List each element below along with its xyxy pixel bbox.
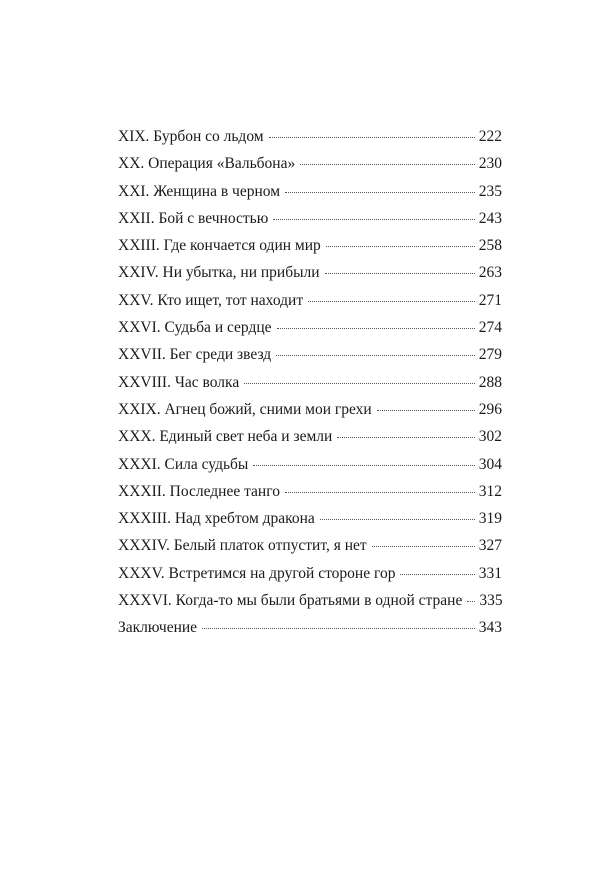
toc-entry [118,614,502,641]
toc-entry-page: 288 [478,373,502,391]
dot-leader [377,409,475,411]
toc-entry [118,287,502,314]
toc-entry-page: 335 [479,592,503,610]
dot-leader [372,545,475,547]
toc-entry-title: XXIX. Агнец божий, сними мои грехи [118,400,372,418]
toc-entry-title: XXVIII. Час волка [118,373,240,391]
toc-entry-title: XXVII. Бег среди звезд [118,346,272,364]
toc-entry-page: 343 [478,619,502,637]
toc-entry [118,259,502,286]
toc-entry [118,123,502,150]
toc-entry-page: 296 [478,400,502,418]
toc-entry [118,314,502,341]
dot-leader [467,600,475,602]
toc-entry-title: XXXV. Встретимся на другой стороне гор [118,564,396,582]
dot-leader [269,136,475,138]
toc-entry-page: 222 [478,128,502,145]
toc-entry-page: 319 [478,510,502,528]
toc-entry-page: 279 [478,346,502,364]
toc-entry-title: XXX. Единый свет неба и земли [118,428,333,446]
toc-entry-title: XXXVI. Когда-то мы были братьями в одной стране [118,592,463,610]
toc-entry [118,532,502,559]
toc-entry-page: 271 [478,291,502,309]
dot-leader [285,191,475,193]
dot-leader [400,573,474,575]
toc-entry-page: 263 [478,264,502,282]
toc-entry-title: XXXIII. Над хребтом дракона [118,510,315,528]
toc-entry [118,451,502,478]
dot-leader [285,491,475,493]
toc-entry-title: XXIII. Где кончается один мир [118,237,321,255]
toc-entry-page: 331 [478,564,502,582]
dot-leader [276,354,475,356]
toc-entry [118,478,502,505]
dot-leader [277,327,475,329]
dot-leader [320,518,475,520]
dot-leader [273,218,474,220]
toc-entry [118,369,502,396]
toc-entry-title: XXIV. Ни убытка, ни прибыли [118,264,320,282]
toc-entry-title: XXXIV. Белый платок отпустит, я нет [118,537,367,555]
toc-entry-title: XXXI. Сила судьбы [118,455,249,473]
toc-entry [118,178,502,205]
dot-leader [253,464,474,466]
toc-entry-page: 235 [478,182,502,200]
toc-entry-title: XXV. Кто ищет, тот находит [118,291,304,309]
toc-entry [118,341,502,368]
toc-entry-title: XIX. Бурбон со льдом [118,128,264,145]
toc-entry [118,505,502,532]
dot-leader [325,272,475,274]
toc-entry-page: 304 [478,455,502,473]
dot-leader [300,163,475,165]
toc-entry-page: 327 [478,537,502,555]
toc-entry-title: XXXII. Последнее танго [118,482,280,500]
dot-leader [202,627,475,629]
table-of-contents [118,123,502,642]
toc-entry [118,205,502,232]
toc-entry-title: XXVI. Судьба и сердце [118,319,272,337]
toc-entry-title: XXII. Бой с вечностью [118,209,269,227]
dot-leader [244,382,475,384]
toc-entry [118,560,502,587]
toc-entry [118,150,502,177]
toc-entry [118,423,502,450]
toc-entry-title: Заключение [118,619,198,637]
toc-entry-page: 312 [478,482,502,500]
toc-entry-page: 243 [478,209,502,227]
toc-entry [118,396,502,423]
dot-leader [326,245,475,247]
toc-entry-title: XX. Операция «Вальбона» [118,155,296,173]
dot-leader [308,300,475,302]
toc-entry-page: 302 [478,428,502,446]
toc-entry-page: 230 [478,155,502,173]
dot-leader [337,436,474,438]
toc-entry-title: XXI. Женщина в черном [118,182,281,200]
toc-entry [118,232,502,259]
toc-entry-page: 258 [478,237,502,255]
toc-entry-page: 274 [478,319,502,337]
toc-entry [118,587,502,614]
